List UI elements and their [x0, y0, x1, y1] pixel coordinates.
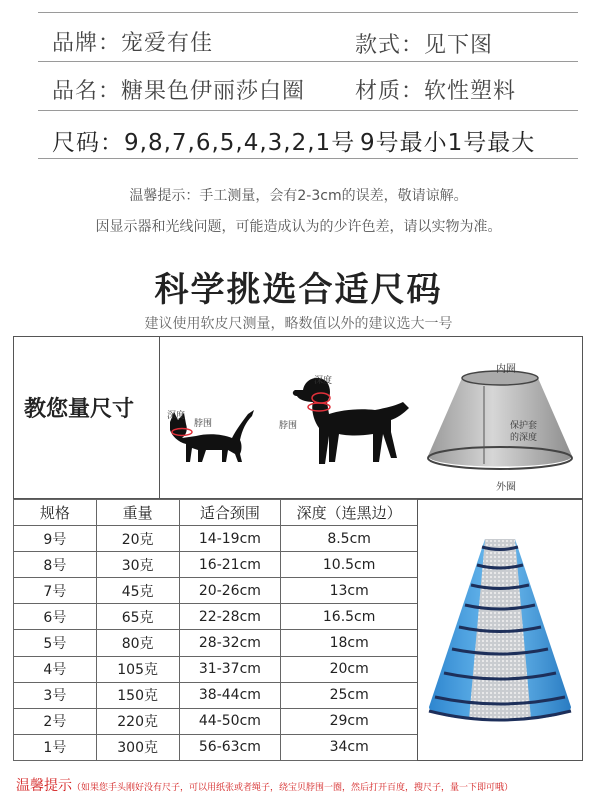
tip-text: （如果您手头刚好没有尺子，可以用纸张或者绳子，绕宝贝脖围一圈，然后打开百度，搜尺子，量一下即可哦） [72, 783, 514, 793]
note-measure-error: 温馨提示：手工测量，会有2-3cm的误差，敬请谅解。 [129, 188, 468, 204]
header-weight: 重量 [96, 500, 179, 526]
cell-neck: 44-50cm [179, 708, 281, 734]
cell-size: 9号 [14, 526, 97, 552]
cell-size: 7号 [14, 578, 97, 604]
table-row [14, 578, 418, 604]
cell-depth: 20cm [281, 656, 418, 682]
dog-depth-label: 深度 [314, 376, 333, 386]
cell-size: 4号 [14, 656, 97, 682]
cat-neck-label: 脖围 [194, 419, 213, 429]
table-row [14, 604, 418, 630]
cone-diagram [420, 358, 580, 488]
cell-neck: 16-21cm [179, 552, 281, 578]
note-color-difference: 因显示器和光线问题，可能造成认为的少许色差，请以实物为准。 [95, 219, 502, 235]
cell-weight: 300克 [96, 734, 179, 760]
section-subtitle: 建议使用软皮尺测量，略数值以外的建议选大一号 [144, 316, 453, 332]
spec-name: 品名：糖果色伊丽莎白圈 [52, 79, 306, 104]
cell-weight: 45克 [96, 578, 179, 604]
cell-depth: 25cm [281, 682, 418, 708]
cell-depth: 8.5cm [281, 526, 418, 552]
spec-style: 款式：见下图 [355, 33, 494, 58]
cell-weight: 30克 [96, 552, 179, 578]
cell-weight: 105克 [96, 656, 179, 682]
table-row [14, 708, 418, 734]
size-table [13, 499, 418, 761]
divider [38, 12, 578, 13]
table-row [14, 630, 418, 656]
cell-depth: 29cm [281, 708, 418, 734]
cell-weight: 20克 [96, 526, 179, 552]
table-row [14, 734, 418, 760]
divider [38, 61, 578, 62]
cone-depth-label-1: 保护套 [510, 421, 538, 431]
cell-size: 3号 [14, 682, 97, 708]
cell-neck: 31-37cm [179, 656, 281, 682]
header-neck: 适合颈围 [179, 500, 281, 526]
dog-illustration [285, 362, 415, 470]
table-row [14, 526, 418, 552]
table-row [14, 656, 418, 682]
table-row [14, 552, 418, 578]
cell-size: 1号 [14, 734, 97, 760]
cell-neck: 22-28cm [179, 604, 281, 630]
cone-depth-label-2: 的深度 [510, 433, 538, 443]
table-row [14, 682, 418, 708]
cone-inner-label: 内圈 [496, 364, 516, 375]
cell-size: 8号 [14, 552, 97, 578]
cell-depth: 34cm [281, 734, 418, 760]
cell-depth: 13cm [281, 578, 418, 604]
stacked-cones-image [425, 535, 575, 731]
spec-sizes: 尺码：9,8,7,6,5,4,3,2,1号 [52, 130, 356, 156]
spec-size-note: 9号最小1号最大 [360, 130, 536, 156]
section-title: 科学挑选合适尺码 [154, 270, 443, 310]
bottom-tip [16, 775, 513, 795]
spec-material: 材质：软性塑料 [355, 79, 517, 104]
cell-weight: 80克 [96, 630, 179, 656]
dog-neck-label: 脖围 [279, 421, 298, 431]
cell-neck: 28-32cm [179, 630, 281, 656]
cell-size: 2号 [14, 708, 97, 734]
divider [38, 110, 578, 111]
cell-depth: 18cm [281, 630, 418, 656]
cell-depth: 10.5cm [281, 552, 418, 578]
cell-depth: 16.5cm [281, 604, 418, 630]
tip-title: 温馨提示 [16, 778, 72, 794]
measure-label: 教您量尺寸 [24, 397, 135, 422]
cell-weight: 150克 [96, 682, 179, 708]
header-size: 规格 [14, 500, 97, 526]
cell-weight: 220克 [96, 708, 179, 734]
header-depth: 深度（连黑边） [281, 500, 418, 526]
cell-neck: 56-63cm [179, 734, 281, 760]
cell-weight: 65克 [96, 604, 179, 630]
cell-neck: 20-26cm [179, 578, 281, 604]
cell-neck: 38-44cm [179, 682, 281, 708]
cell-neck: 14-19cm [179, 526, 281, 552]
table-header-row [14, 500, 418, 526]
cell-size: 6号 [14, 604, 97, 630]
cell-size: 5号 [14, 630, 97, 656]
spec-brand: 品牌：宠爱有佳 [52, 31, 214, 56]
cat-depth-label: 深度 [167, 411, 186, 421]
divider [38, 158, 578, 159]
cone-outer-label: 外圈 [496, 482, 516, 493]
